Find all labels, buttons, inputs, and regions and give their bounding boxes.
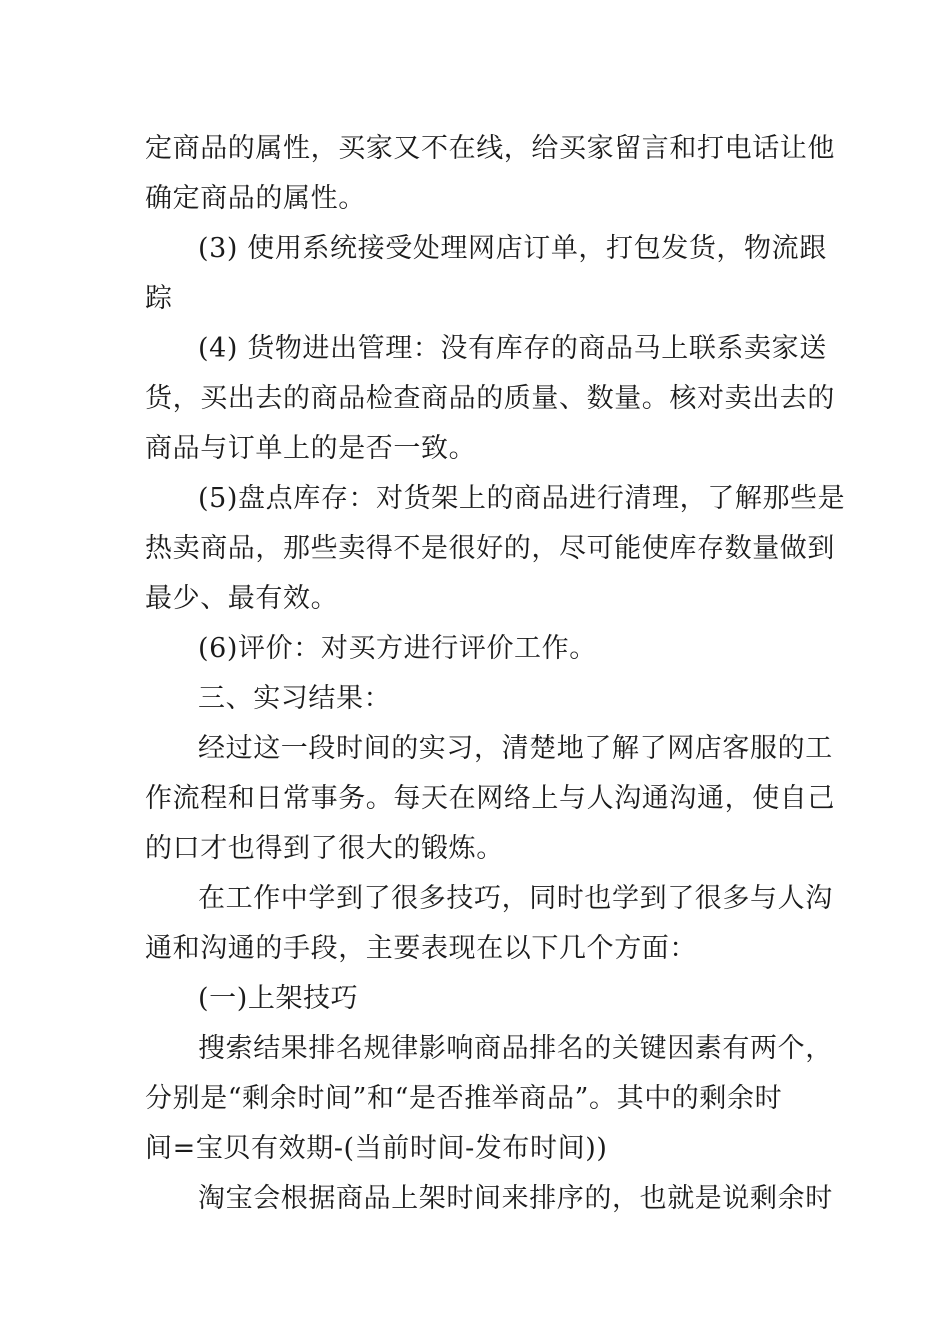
text-line: 经过这一段时间的实习，清楚地了解了网店客服的工 xyxy=(198,733,833,764)
section-heading: 三、实习结果： xyxy=(198,683,392,714)
text-line: (5)盘点库存：对货架上的商品进行清理，了解那些是 xyxy=(198,483,846,514)
subsection-heading: (一)上架技巧 xyxy=(198,983,359,1014)
text-line: 通和沟通的手段，主要表现在以下几个方面： xyxy=(145,933,697,964)
text-line: 搜索结果排名规律影响商品排名的关键因素有两个， xyxy=(198,1033,833,1064)
text-line: 淘宝会根据商品上架时间来排序的，也就是说剩余时 xyxy=(198,1183,833,1214)
text-line: 货，买出去的商品检查商品的质量、数量。核对卖出去的 xyxy=(145,383,835,414)
text-line: 商品与订单上的是否一致。 xyxy=(145,433,477,464)
text-line: 热卖商品，那些卖得不是很好的，尽可能使库存数量做到 xyxy=(145,533,835,564)
text-line: 的口才也得到了很大的锻炼。 xyxy=(145,833,504,864)
text-line: 分别是“剩余时间”和“是否推举商品”。其中的剩余时 xyxy=(145,1083,783,1114)
text-line: (3) 使用系统接受处理网店订单，打包发货，物流跟 xyxy=(198,233,827,264)
text-line: 踪 xyxy=(145,283,173,314)
text-line: (6)评价：对买方进行评价工作。 xyxy=(198,633,597,664)
text-line: 定商品的属性，买家又不在线，给买家留言和打电话让他 xyxy=(145,133,835,164)
text-line: 作流程和日常事务。每天在网络上与人沟通沟通，使自己 xyxy=(145,783,835,814)
text-line: (4) 货物进出管理：没有库存的商品马上联系卖家送 xyxy=(198,333,827,364)
text-line: 确定商品的属性。 xyxy=(145,183,366,214)
text-line: 间=宝贝有效期-(当前时间-发布时间)) xyxy=(145,1133,608,1164)
text-line: 在工作中学到了很多技巧，同时也学到了很多与人沟 xyxy=(198,883,833,914)
text-line: 最少、最有效。 xyxy=(145,583,339,614)
